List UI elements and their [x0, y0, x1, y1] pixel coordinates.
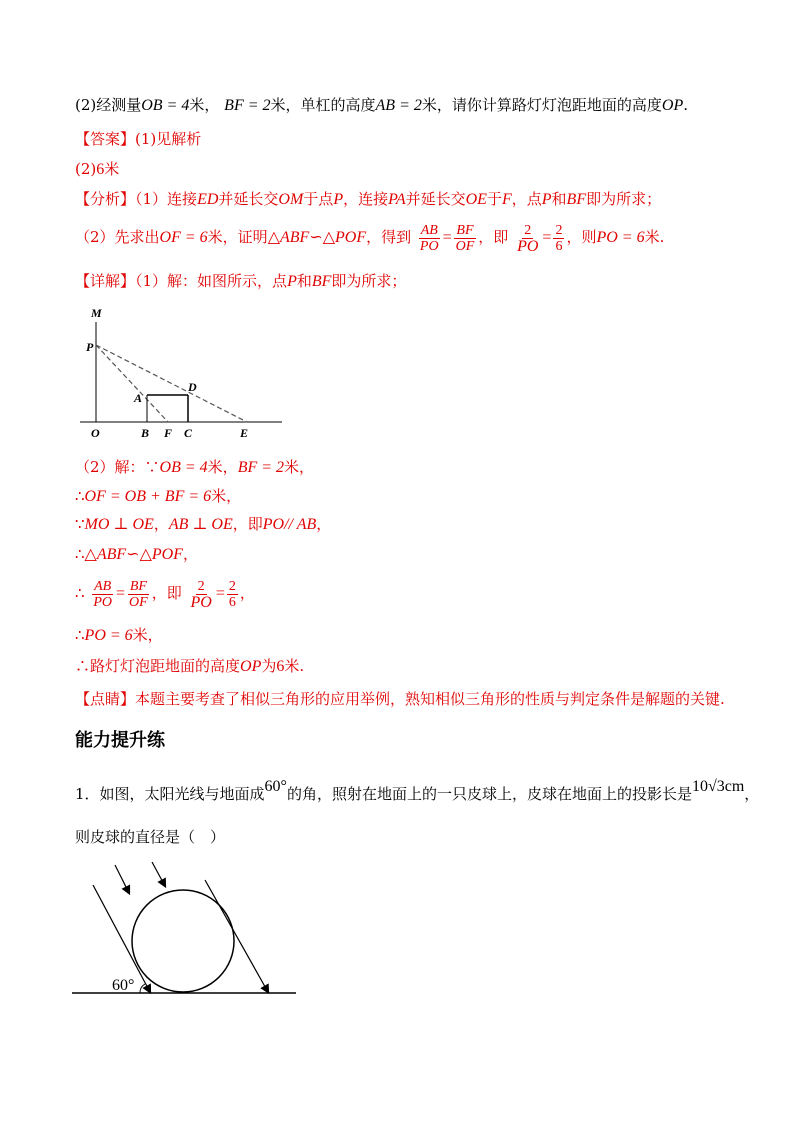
answer-line-1: 【答案】(1)见解析 [75, 130, 202, 148]
question-1-line-1: 1．如图，太阳光线与地面成60°的角，照射在地面上的一只皮球上，皮球在地面上的投影长是10√3cm， [75, 778, 760, 803]
angle-label: 60° [112, 977, 135, 994]
fraction: $\frac{BF}{OF}$ [455, 222, 475, 254]
fraction: $\frac{AB}{PO}$ [93, 578, 112, 610]
solution-step-7: ∴路灯灯泡距地面的高度OP为6米. [75, 657, 305, 675]
ball-shadow-diagram [70, 858, 300, 1000]
label-P: P [86, 340, 94, 354]
label-B: B [141, 426, 150, 440]
fraction: $\frac{2}{PO}$ [517, 222, 539, 255]
label-E: E [240, 426, 249, 440]
detail-line: 【详解】（1）解：如图所示，点P和BF即为所求； [75, 272, 407, 290]
solution-step-5: ∴ $\frac{AB}{PO}$ = $\frac{BF}{OF}$ ，即 $\frac{2}{PO}$ = $\frac{2}{6}$ ， [75, 578, 255, 611]
fraction: $\frac{BF}{OF}$ [129, 578, 148, 610]
question-1-line-2: 则皮球的直径是（ ） [75, 828, 226, 846]
label-O: O [91, 426, 100, 440]
answer-line-2: (2)6米 [75, 160, 120, 178]
label-C: C [184, 426, 193, 440]
analysis-line-1: 【分析】（1）连接ED并延长交OM于点P，连接PA并延长交OE于F，点P和BF即为所求； [75, 190, 662, 208]
fraction: $\frac{2}{PO}$ [190, 578, 212, 611]
solution-step-1: （2）解：∵OB = 4米，BF = 2米， [75, 458, 315, 476]
label-D: D [188, 380, 197, 394]
solution-step-4: ∴△ABF∽△POF， [75, 545, 198, 563]
fraction: $\frac{2}{6}$ [228, 578, 236, 610]
solution-step-6: ∴PO = 6米， [75, 626, 163, 644]
label-F: F [164, 426, 173, 440]
solution-step-2: ∴OF = OB + BF = 6米， [75, 487, 242, 505]
label-A: A [134, 391, 143, 405]
analysis-line-2: （2）先求出OF = 6米，证明△ABF∽△POF，得到 $\frac{AB}{PO}$ = $\frac{BF}{OF}$ ，即 $\frac{2}{PO}$ = $\frac{2}{6}$ ，则PO = 6米. [75, 222, 665, 255]
comment-line: 【点睛】本题主要考查了相似三角形的应用举例，熟知相似三角形的性质与判定条件是解题的关键. [75, 690, 725, 708]
fraction: $\frac{2}{6}$ [555, 222, 563, 254]
question-2-text: (2)经测量OB = 4米， BF = 2米，单杠的高度AB = 2米，请你计算路灯灯泡距地面的高度OP. [75, 96, 688, 114]
fraction: $\frac{AB}{PO}$ [419, 222, 439, 254]
solution-step-3: ∵MO ⊥ OE，AB ⊥ OE，即PO// AB， [75, 515, 332, 533]
label-M: M [91, 306, 102, 320]
streetlamp-diagram [75, 300, 290, 445]
section-title: 能力提升练 [75, 730, 165, 751]
